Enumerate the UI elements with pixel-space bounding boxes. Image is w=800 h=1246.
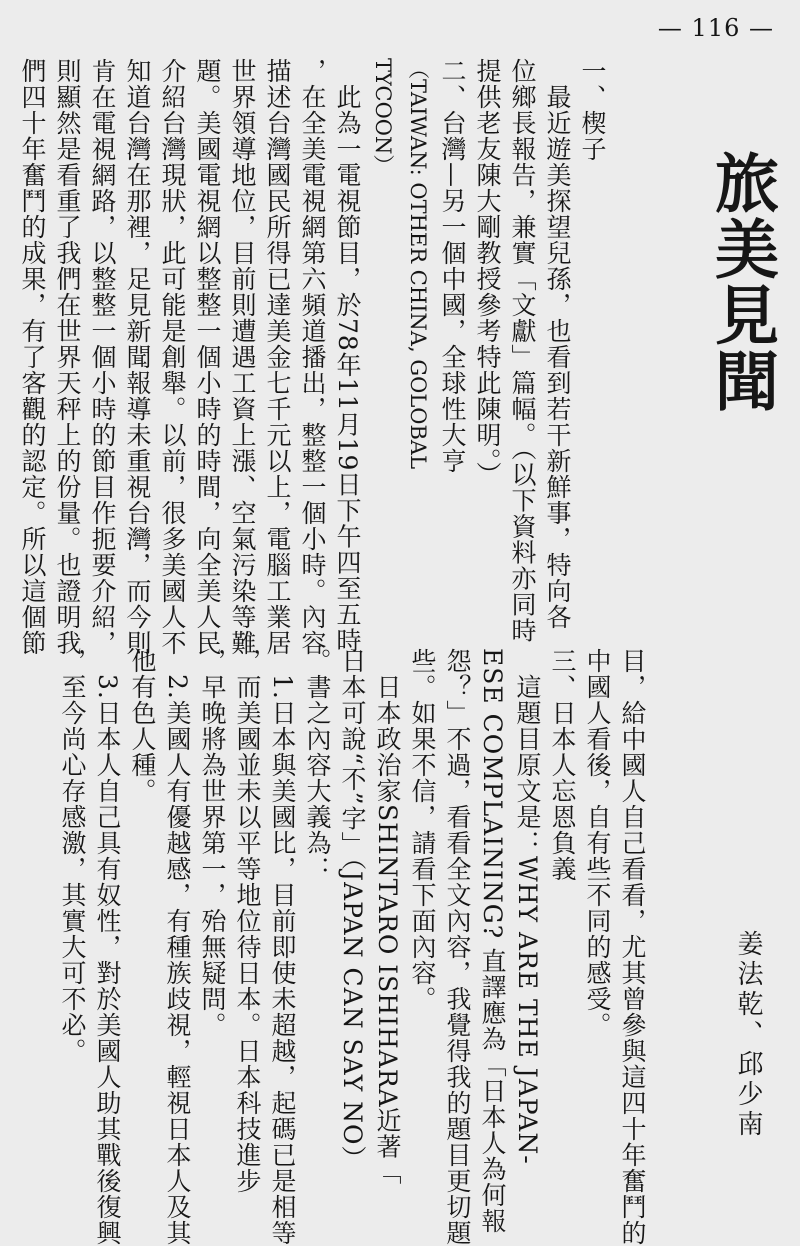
text-line: 1.日本與美國比，目前即使未超越，起碼已是相等 — [268, 648, 297, 1246]
text-line: 怨？」不過，看看全文內容，我覺得我的題目更切題 — [443, 648, 472, 1246]
text-line: ESE COMPLAINING? 直譯應為「日本人為何報 — [478, 648, 507, 1235]
text-line: ，而美國並未以平等地位待日本。日本科技進步 — [233, 648, 262, 1194]
text-line: ，在全美電視網第六頻道播出，整整一個小時。內容 — [298, 58, 327, 656]
text-line: 日本政治家SHINTARO ISHIHARA近著「 — [373, 648, 402, 1186]
text-line: 知道台灣在那裡，足見新聞報導未重視台灣，而今則 — [123, 58, 152, 656]
text-line: 日本可說“不”字」（JAPAN CAN SAY NO） — [338, 648, 367, 1172]
text-line: 些。如果不信，請看下面內容。 — [408, 648, 437, 1012]
page-number: — 116 — — [657, 14, 774, 42]
text-line: 此為一電視節目，於78年11月19日下午四至五時 — [333, 58, 362, 654]
text-line: 們四十年奮鬥的成果，有了客觀的認定。所以這個節 — [18, 58, 47, 656]
text-line: 題。美國電視網以整整一個小時的時間，向全美人民 — [193, 58, 222, 656]
text-line: 這題目原文是：WHY ARE THE JAPAN- — [513, 648, 542, 1165]
text-line: 二、台灣—另一個中國，全球性大亨 — [438, 58, 467, 474]
text-line: 2.美國人有優越感，有種族歧視，輕視日本人及其 — [163, 648, 192, 1246]
text-line: 則顯然是看重了我們在世界天秤上的份量。也證明我 — [53, 58, 82, 656]
text-line: ，至今尚心存感激，其實大可不必。 — [58, 648, 87, 1064]
top-text-block — [15, 58, 610, 656]
text-line: TYCOON） — [371, 58, 395, 176]
text-line: 肯在電視網路，以整整一個小時的節目作扼要介紹， — [88, 58, 117, 656]
text-line: 提供老友陳大剛教授參考特此陳明。） — [473, 58, 502, 488]
article-authors: 姜法乾、邱少南 — [733, 930, 763, 1140]
text-line: 中國人看後，自有些不同的感受。 — [583, 648, 612, 1038]
text-line: 世界領導地位，目前則遭遇工資上漲、空氣污染等難 — [228, 58, 257, 656]
text-line: 最近遊美探望兒孫，也看到若干新鮮事，特向各 — [543, 58, 572, 630]
text-line: 描述台灣國民所得已達美金七千元以上，電腦工業居 — [263, 58, 292, 656]
text-line: 介紹台灣現狀，此可能是創舉。以前，很多美國人不 — [158, 58, 187, 656]
text-line: 三、日本人忘恩負義 — [548, 648, 577, 882]
text-line: 一、楔子 — [578, 58, 607, 162]
text-line: 目，給中國人自己看看，尤其曾參與這四十年奮鬥的 — [618, 648, 647, 1246]
text-line: 他有色人種。 — [128, 648, 157, 804]
text-line: ，早晚將為世界第一，殆無疑問。 — [198, 648, 227, 1038]
text-line: 3.日本人自己具有奴性，對於美國人助其戰後復興 — [93, 648, 122, 1246]
article-title: 旅美見聞 — [704, 150, 778, 414]
bottom-text-block — [55, 648, 650, 1246]
text-line: 位鄉長報告，兼實「文獻」篇幅。（以下資料亦同時 — [508, 58, 537, 644]
text-line: （TAIWAN: OTHER CHINA, GOLOBAL — [406, 58, 430, 470]
text-line: 。書之內容大義為： — [303, 648, 332, 882]
